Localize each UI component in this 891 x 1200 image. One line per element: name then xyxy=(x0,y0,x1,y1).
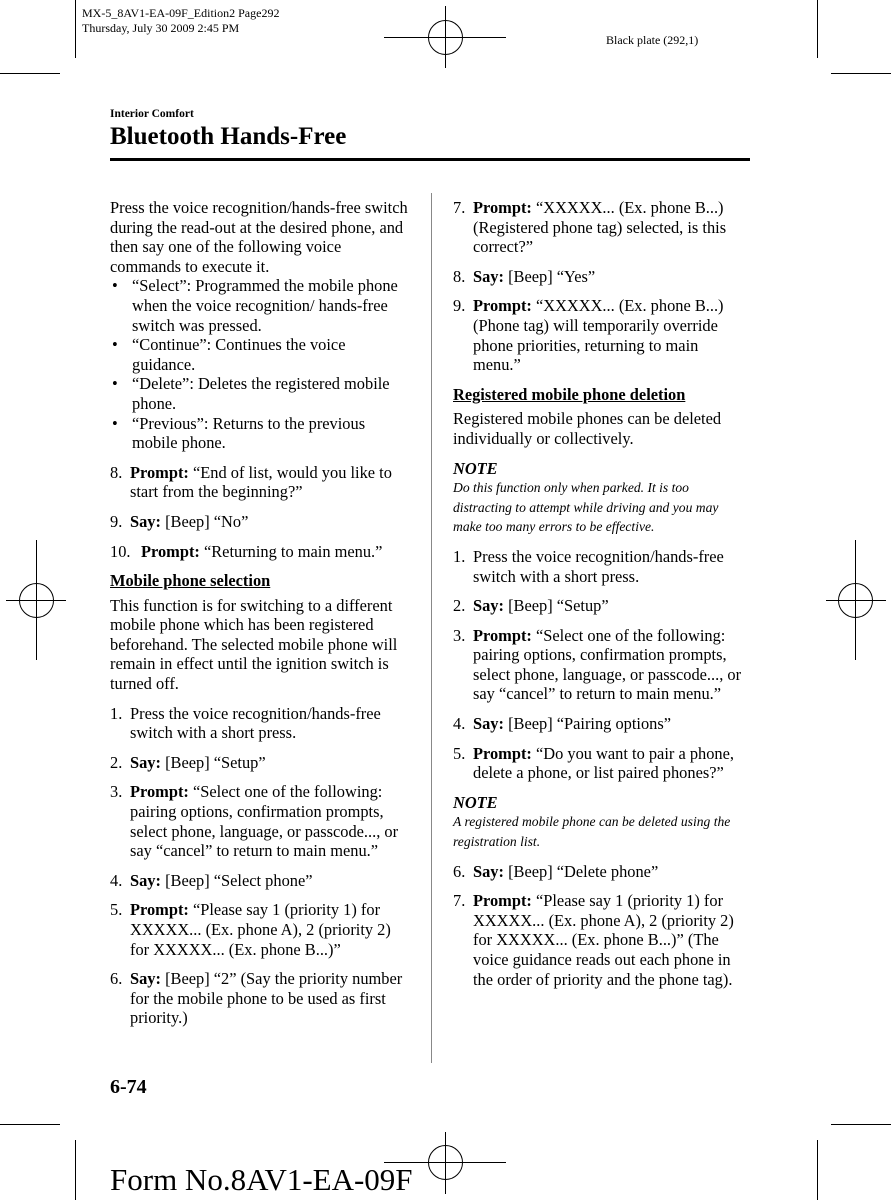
step-item: 9. Prompt: “XXXXX... (Ex. phone B...) (Phone tag) will temporarily override phone priorities, returning to main menu.” xyxy=(453,296,724,375)
step-item: 6. Say: [Beep] “2” (Say the priority number for the mobile phone to be used as first priority.) xyxy=(110,969,403,1028)
step-item: 5. Prompt: “Please say 1 (priority 1) for XXXXX... (Ex. phone A), 2 (priority 2) for XXXXX... (Ex. phone B...)” xyxy=(110,900,391,959)
form-number: Form No.8AV1-EA-09F xyxy=(110,1162,413,1197)
registration-circle xyxy=(428,20,463,55)
step-item: 7. Prompt: “XXXXX... (Ex. phone B...) (Registered phone tag) selected, is this correct?” xyxy=(453,198,727,257)
subheading-registered-mobile-phone-deletion: Registered mobile phone deletion xyxy=(453,384,686,404)
command-list xyxy=(110,276,410,452)
crop-mark xyxy=(831,1124,891,1125)
page-number: 6-74 xyxy=(110,1076,147,1098)
right-column xyxy=(453,198,750,999)
step-item: 1. Press the voice recognition/hands-free switch with a short press. xyxy=(110,703,381,743)
step-item: 2. Say: [Beep] “Setup” xyxy=(453,596,609,616)
crop-mark xyxy=(0,1124,60,1125)
step-item: 6. Say: [Beep] “Delete phone” xyxy=(453,861,659,881)
registration-circle xyxy=(428,1145,463,1180)
registration-circle xyxy=(19,583,54,618)
plate-label: Black plate (292,1) xyxy=(606,33,699,47)
step-item: 3. Prompt: “Select one of the following: pairing options, confirmation prompts, select phone, language, or passcode..., or say “cancel” to return to main menu.” xyxy=(453,625,742,704)
list-item: • “Continue”: Continues the voice guidance. xyxy=(112,335,346,374)
list-item: • “Select”: Programmed the mobile phone when the voice recognition/ hands-free switch was pressed. xyxy=(112,276,398,335)
step-item: 2. Say: [Beep] “Setup” xyxy=(110,752,266,772)
step-item: 9. Say: [Beep] “No” xyxy=(110,511,249,531)
title-rule xyxy=(110,158,750,161)
list-item: • “Previous”: Returns to the previous mobile phone. xyxy=(112,413,366,453)
print-file-line: MX-5_8AV1-EA-09F_Edition2 Page292 xyxy=(82,6,280,20)
subheading-mobile-phone-selection: Mobile phone selection xyxy=(110,571,271,591)
crop-mark xyxy=(831,73,891,74)
intro-paragraph: Press the voice recognition/hands-free switch during the read-out at the desired phone, and then say one of the following voice commands to execute it. xyxy=(110,198,408,276)
crop-mark xyxy=(0,73,60,74)
step-item: 1. Press the voice recognition/hands-free switch with a short press. xyxy=(453,546,724,586)
crop-mark xyxy=(817,1140,818,1200)
crop-mark xyxy=(75,0,76,58)
section-label: Interior Comfort xyxy=(110,108,194,120)
crop-mark xyxy=(817,0,818,58)
registration-circle xyxy=(838,583,873,618)
step-item: 8. Say: [Beep] “Yes” xyxy=(453,266,596,286)
step-item: 4. Say: [Beep] “Pairing options” xyxy=(453,714,672,734)
step-item: 10. Prompt: “Returning to main menu.” xyxy=(110,541,383,561)
note-text: Do this function only when parked. It is too distracting to attempt while driving and you may make too many errors to be effective. xyxy=(453,480,719,535)
step-item: 5. Prompt: “Do you want to pair a phone, delete a phone, or list paired phones?” xyxy=(453,743,734,783)
step-item: 7. Prompt: “Please say 1 (priority 1) for XXXXX... (Ex. phone A), 2 (priority 2) for XXXXX... (Ex. phone B...)” (The voice guidance reads out each phone in the order of priority and the phone tag). xyxy=(453,891,734,989)
body-paragraph: Registered mobile phones can be deleted individually or collectively. xyxy=(453,409,722,448)
crop-mark xyxy=(75,1140,76,1200)
page-title: Bluetooth Hands-Free xyxy=(110,123,347,150)
step-item: 3. Prompt: “Select one of the following: pairing options, confirmation prompts, select phone, language, or passcode..., or say “cancel” to return to main menu.” xyxy=(110,782,399,861)
print-date-line: Thursday, July 30 2009 2:45 PM xyxy=(82,21,240,35)
step-item: 8. Prompt: “End of list, would you like to start from the beginning?” xyxy=(110,462,392,502)
note-heading: NOTE xyxy=(453,792,498,812)
note-heading: NOTE xyxy=(453,458,498,478)
body-paragraph: This function is for switching to a different mobile phone which has been registered beforehand. The selected mobile phone will remain in effect until the ignition switch is turned off. xyxy=(110,595,398,694)
note-text: A registered mobile phone can be deleted using the registration list. xyxy=(453,814,731,850)
list-item: • “Delete”: Deletes the registered mobile phone. xyxy=(112,374,390,413)
left-column xyxy=(110,198,410,1038)
step-item: 4. Say: [Beep] “Select phone” xyxy=(110,870,313,890)
column-divider xyxy=(431,193,432,1063)
